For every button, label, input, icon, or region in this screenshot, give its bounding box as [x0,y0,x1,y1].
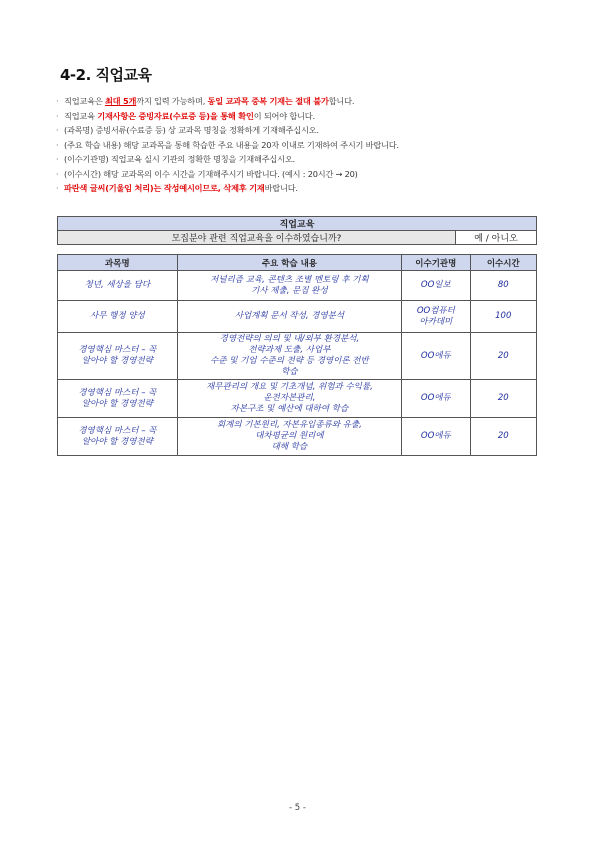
bullet-dot: · [56,139,59,150]
instruction-text: 까지 입력 가능하며, [136,96,208,106]
section-heading: 4-2. 직업교육 [60,66,152,84]
question-text: 모집분야 관련 직업교육을 이수하였습니까? [58,231,456,245]
instruction-text: 기재사항은 증빙자료(수료증 등)을 통해 확인 [97,110,254,121]
hours-cell[interactable]: 80 [470,271,536,301]
subject-cell[interactable]: 청년, 세상을 담다 [58,271,178,301]
instruction-text: 동일 교과목 중복 기재는 절대 불가 [207,96,329,106]
table-row [58,380,537,418]
content-cell[interactable]: 재무관리의 개요 및 기초개념, 위험과 수익률, 운전자본관리, 자본구조 및 예산에 대하여 학습 [177,380,401,418]
subject-cell[interactable]: 경영핵심 마스터 – 꼭 알아야 할 경영전략 [58,380,178,418]
hours-cell[interactable]: 20 [470,380,536,418]
bullet-dot: · [56,110,59,121]
bullet-dot: · [56,168,59,179]
header-org: 이수기관명 [402,255,470,271]
instruction-text: 직업교육은 [64,96,105,106]
table-row [58,418,537,456]
answer-field[interactable]: 예 / 아니오 [456,231,537,245]
instruction-item [56,123,536,138]
bullet-dot: · [56,154,59,164]
content-cell[interactable]: 회계의 기본원리, 자본유입종류와 유출, 대차평균의 원리에 대해 학습 [177,418,401,456]
org-cell[interactable]: OO에듀 [402,418,470,456]
bullet-dot: · [56,96,59,106]
instruction-text: (이수기관명) 직업교육 실시 기관의 정확한 명칭을 기재해주십시오. [64,154,295,164]
hours-cell[interactable]: 20 [470,418,536,456]
header-content: 주요 학습 내용 [177,255,401,271]
instruction-item [56,109,536,124]
instruction-text: 직업교육 [64,110,98,121]
instruction-text: (주요 학습 내용) 해당 교과목을 통해 학습한 주요 내용을 20자 이내로 기재하여 주시기 바랍니다. [64,139,399,150]
hours-cell[interactable]: 20 [470,333,536,380]
instruction-text: (이수시간) 해당 교과목의 이수 시간을 기재해주시기 바랍니다. (예시 : 20시간 → 20) [64,168,358,179]
instruction-list [56,94,536,196]
org-cell[interactable]: OO에듀 [402,380,470,418]
hours-cell[interactable]: 100 [470,301,536,333]
org-cell[interactable]: OO컴퓨터 아카데미 [402,301,470,333]
instruction-item [56,152,536,167]
instruction-text: (과목명) 증빙서류(수료증 등) 상 교과목 명칭을 정확하게 기재해주십시오. [64,125,319,135]
page-number: - 5 - [289,803,306,813]
content-cell[interactable]: 경영전략의 의의 및 내/외부 환경분석, 전략과제 도출, 사업부 수준 및 기업 수준의 전략 등 경영이론 전반 학습 [177,333,401,380]
instruction-item [56,94,536,109]
question-box [57,216,537,245]
subject-cell[interactable]: 경영핵심 마스터 – 꼭 알아야 할 경영전략 [58,333,178,380]
education-table [57,254,537,456]
table-row [58,301,537,333]
table-row [58,271,537,301]
org-cell[interactable]: OO에듀 [402,333,470,380]
instruction-text: 바랍니다. [264,183,298,193]
subject-cell[interactable]: 사무 행정 양성 [58,301,178,333]
header-hours: 이수시간 [470,255,536,271]
instruction-text: 파란색 글씨(기울임 처리)는 작성예시이므로, 삭제후 기재 [64,183,265,193]
content-cell[interactable]: 사업계획 문서 작성, 경영분석 [177,301,401,333]
org-cell[interactable]: OO일보 [402,271,470,301]
instruction-item [56,167,536,182]
table-row [58,333,537,380]
content-cell[interactable]: 저널리즘 교육, 콘텐츠 조별 멘토링 후 기획 기사 제출, 문집 완성 [177,271,401,301]
bullet-dot: · [56,183,59,193]
instruction-text: 이 되어야 합니다. [253,110,315,121]
instruction-text: 합니다. [328,96,355,106]
subject-cell[interactable]: 경영핵심 마스터 – 꼭 알아야 할 경영전략 [58,418,178,456]
bullet-dot: · [56,125,59,135]
question-box-title: 직업교육 [58,217,537,231]
header-subject: 과목명 [58,255,178,271]
instruction-text: 최대 5개 [104,96,137,106]
instruction-item [56,138,536,153]
instruction-item [56,181,536,196]
